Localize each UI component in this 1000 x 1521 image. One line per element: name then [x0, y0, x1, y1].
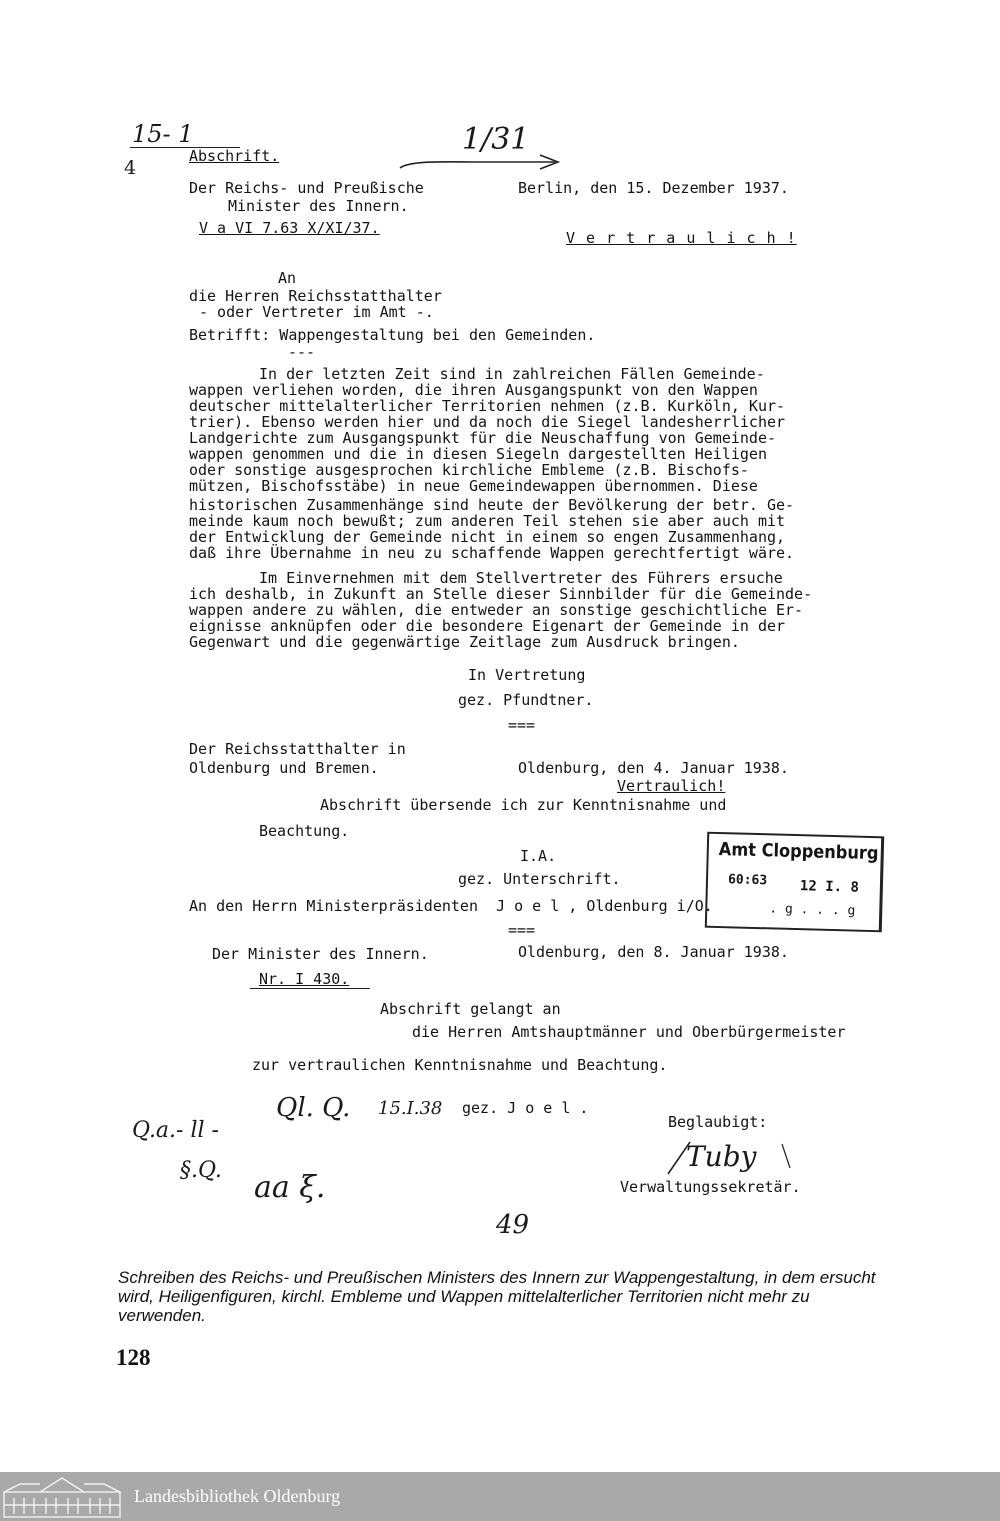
stamp-extra: . g . . . g	[769, 901, 856, 919]
handwritten-initials: Q.a.- ll -	[132, 1118, 219, 1143]
footer-bar	[0, 1472, 1000, 1521]
sender-line-2: Minister des Innern.	[228, 197, 409, 215]
paragraph-1-line: mützen, Bischofsstäbe) in neue Gemeindewappen übernommen. Diese	[189, 477, 758, 495]
closing-ia: I.A.	[520, 847, 557, 865]
handwritten-initials: §.Q.	[180, 1158, 222, 1183]
sender-2-line-1: Der Reichsstatthalter in	[189, 740, 406, 758]
addressee-line-1: die Herren Reichsstatthalter	[189, 287, 442, 305]
number-underline	[250, 988, 370, 989]
reference-number: V a VI 7.63 X/XI/37.	[199, 219, 380, 237]
folio-arrow-icon	[390, 146, 570, 176]
subject-line: Betrifft: Wappengestaltung bei den Gemeinden.	[189, 326, 596, 344]
handwritten-page-number: 49	[496, 1210, 530, 1240]
heading-abschrift: Abschrift.	[189, 147, 280, 165]
separator: ===	[508, 716, 536, 734]
handwritten-date: 15.I.38	[378, 1098, 443, 1119]
paragraph-1-line: historischen Zusammenhänge sind heute der Bevölkerung der betr. Ge-	[189, 496, 795, 514]
paragraph-1-line: deutscher mittelalterlicher Territorien nehmen (z.B. Kurköln, Kur-	[189, 397, 786, 415]
folio-number: 1/31	[462, 122, 530, 157]
margin-number: 4	[124, 157, 137, 179]
paragraph-1-line: trier). Ebenso werden hier und da noch die Siegel landesherrlicher	[189, 413, 786, 431]
letter-3-body-line-3: zur vertraulichen Kenntnisnahme und Beachtung.	[252, 1056, 668, 1074]
place-date-2: Oldenburg, den 4. Januar 1938.	[518, 759, 789, 777]
paragraph-1-line: daß ihre Übernahme in neu zu schaffende Wappen gerechtfertigt wäre.	[189, 544, 795, 562]
signature-scribble: Tuby	[686, 1140, 757, 1173]
handwritten-note-top-left: 15- 1	[132, 120, 194, 148]
paragraph-2-line: ich deshalb, in Zukunft an Stelle dieser Sinnbilder für die Gemeinde-	[189, 585, 813, 603]
official-title: Verwaltungssekretär.	[620, 1178, 801, 1196]
paragraph-2-line: Im Einvernehmen mit dem Stellvertreter des Führers ersuche	[259, 569, 783, 587]
paragraph-1-line: wappen verliehen worden, die ihren Ausgangspunkt von den Wappen	[189, 381, 758, 399]
paragraph-1-line: meinde kaum noch bewußt; zum anderen Teil stehen sie aber auch mit	[189, 512, 786, 530]
stamp-office-name: Amt Cloppenburg	[718, 839, 879, 865]
signature-stroke-icon	[660, 1138, 800, 1178]
office-stamp	[705, 832, 884, 933]
paragraph-2-line: wappen andere zu wählen, die entweder an sonstige geschichtliche Er-	[189, 601, 804, 619]
subject-rule: ---	[288, 343, 316, 361]
certified-label: Beglaubigt:	[668, 1113, 768, 1131]
paragraph-1-line: In der letzten Zeit sind in zahlreichen Fällen Gemeinde-	[259, 365, 765, 383]
signature-joel: gez. J o e l .	[462, 1099, 589, 1117]
paragraph-2-line: eignisse anknüpfen oder die besondere Eigenart der Gemeinde in der	[189, 617, 786, 635]
sender-2-line-2: Oldenburg und Bremen.	[189, 759, 379, 777]
place-date-3: Oldenburg, den 8. Januar 1938.	[518, 943, 789, 961]
paragraph-1-line: Landgerichte zum Ausgangspunkt für die Neuschaffung von Gemeinde-	[189, 429, 776, 447]
letter-2-body-line-1: Abschrift übersende ich zur Kenntnisnahme und	[320, 796, 727, 814]
stamp-number: 60:63	[727, 872, 768, 889]
closing-signature: gez. Pfundtner.	[458, 691, 594, 709]
document-number: Nr. I 430.	[259, 970, 350, 988]
separator-2: ===	[508, 921, 536, 939]
library-building-icon	[0, 1474, 124, 1519]
paragraph-1-line: oder sonstige ausgesprochen kirchliche Embleme (z.B. Bischofs-	[189, 461, 749, 479]
closing-in-vertretung: In Vertretung	[468, 666, 586, 684]
confidential-mark: V e r t r a u l i c h !	[566, 229, 797, 247]
letter-3-body-line-2: die Herren Amtshauptmänner und Oberbürgermeister	[412, 1023, 846, 1041]
library-name[interactable]: Landesbibliothek Oldenburg	[134, 1486, 341, 1506]
paragraph-1-line: der Entwicklung der Gemeinde nicht in einem so engen Zusammenhang,	[189, 528, 786, 546]
paragraph-1-line: wappen genommen und die in diesen Siegeln dargestellten Heiligen	[189, 445, 767, 463]
confidential-mark-2: Vertraulich!	[617, 777, 726, 795]
addressee-an: An	[278, 269, 297, 287]
figure-caption: Schreiben des Reichs- und Preußischen Ministers des Innern zur Wappengestaltung, in dem ersucht wird, Heiligenfiguren, kirchl. Embleme und Wappen mittelalterlicher Territorien nicht mehr zu verwenden.	[118, 1268, 876, 1325]
paragraph-2-line: Gegenwart und die gegenwärtige Zeitlage zum Ausdruck bringen.	[189, 633, 740, 651]
recipient-line: An den Herrn Ministerpräsidenten J o e l , Oldenburg i/O.	[189, 897, 713, 915]
addressee-line-2: - oder Vertreter im Amt -.	[199, 303, 434, 321]
handwritten-initials: aa ξ.	[254, 1170, 326, 1205]
letter-3-body-line-1: Abschrift gelangt an	[380, 1000, 561, 1018]
stamp-date: 12 I. 8	[799, 878, 860, 896]
sender-3: Der Minister des Innern.	[212, 945, 429, 963]
page-number: 128	[116, 1345, 151, 1370]
place-date: Berlin, den 15. Dezember 1937.	[518, 179, 789, 197]
closing-unterschrift: gez. Unterschrift.	[458, 870, 621, 888]
sender-line-1: Der Reichs- und Preußische	[189, 179, 424, 197]
letter-2-body-line-2: Beachtung.	[259, 822, 350, 840]
handwritten-initials: Ql. Q.	[276, 1093, 351, 1123]
